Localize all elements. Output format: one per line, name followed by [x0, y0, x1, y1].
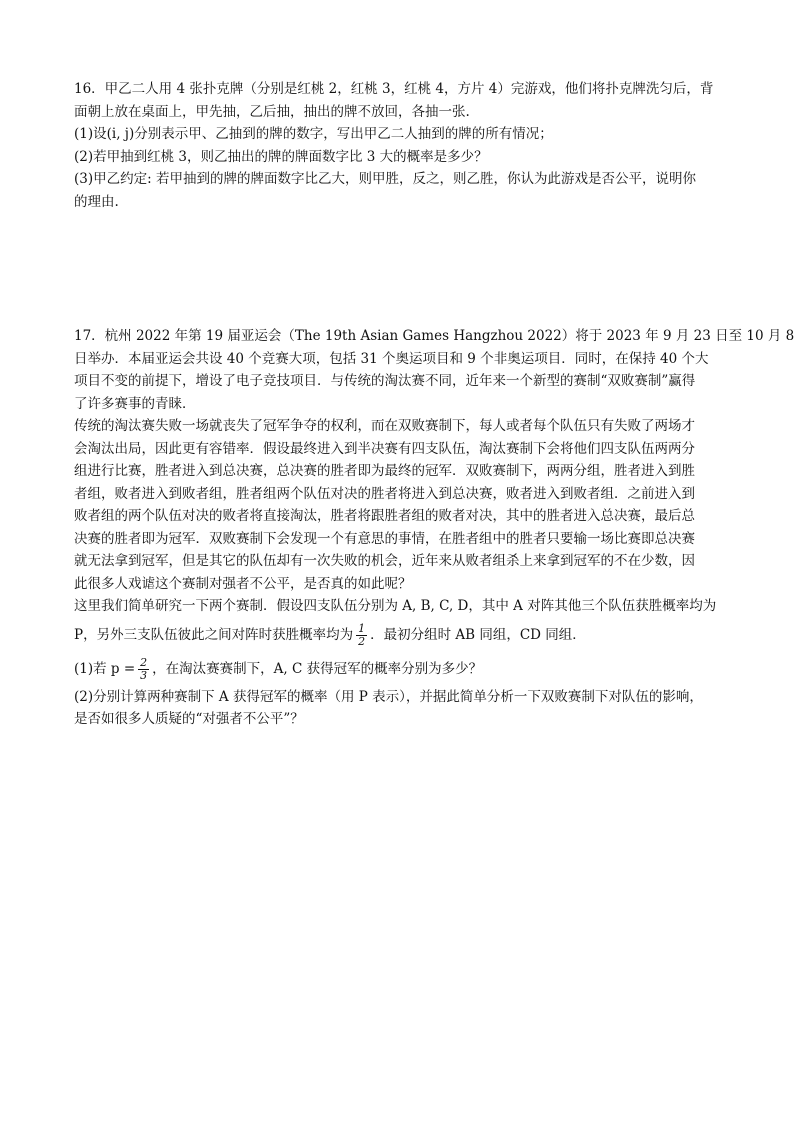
q16-line-1: 16．甲乙二人用 4 张扑克牌（分别是红桃 2，红桃 3，红桃 4，方片 4）完游戏，他们将扑克牌洗匀后，背: [74, 81, 714, 97]
q17-line-1: 17．杭州 2022 年第 19 届亚运会（The 19th Asian Games Hangzhou 2022）将于 2023 年 9 月 23 日至 10 月 8: [74, 328, 794, 344]
fraction-numerator: 2: [140, 655, 148, 669]
q17-setup-line-1: 这里我们简单研究一下两个赛制．假设四支队伍分别为 A, B, C, D，其中 A 对阵其他三个队伍获胜概率均为: [74, 598, 717, 614]
q16-sub-3: (3)甲乙约定: 若甲抽到的牌的牌面数字比乙大，则甲胜，反之，则乙胜，你认为此游戏是否公平，说明你: [74, 171, 696, 187]
q17-setup-text-b: ．最初分组时 AB 同组，CD 同组．: [370, 626, 586, 643]
q17-line-3: 项目不变的前提下，增设了电子竞技项目．与传统的淘汰赛不同，近年来一个新型的赛制“双败赛制”赢得: [74, 373, 696, 389]
q16-sub-3-cont: 的理由.: [74, 193, 119, 210]
q16-sub-2: (2)若甲抽到红桃 3，则乙抽出的牌的牌面数字比 3 大的概率是多少？: [74, 148, 488, 165]
q17-setup-text-a: P，另外三支队伍彼此之间对阵时获胜概率均为: [74, 626, 354, 643]
q17-line-7: 组进行比赛，胜者进入到总决赛，总决赛的胜者即为最终的冠军．双败赛制下，两两分组，胜者进入到胜: [74, 463, 695, 479]
q17-sub-1-pre: (1)若 p =: [74, 660, 136, 677]
q17-line-2: 日举办．本届亚运会共设 40 个竞赛大项，包括 31 个奥运项目和 9 个非奥运项目．同时，在保持 40 个大: [74, 350, 709, 367]
q17-line-6: 会淘汰出局，因此更有容错率．假设最终进入到半决赛有四支队伍，淘汰赛制下会将他们四支队伍两两分: [74, 440, 695, 457]
fraction-denominator: 3: [140, 668, 148, 682]
question-16: [74, 78, 724, 213]
fraction-one-half: [356, 623, 367, 648]
q16-sub-1: (1)设(i, j)分别表示甲、乙抽到的牌的数字，写出甲乙二人抽到的牌的所有情况；: [74, 126, 553, 142]
q17-line-5: 传统的淘汰赛失败一场就丧失了冠军争夺的权利，而在双败赛制下，每人或者每个队伍只有失败了两场才: [74, 418, 695, 434]
q17-setup-line-2: [74, 618, 724, 652]
question-17: [74, 325, 794, 731]
fraction-denominator: 2: [358, 634, 366, 648]
q17-sub-1: [74, 652, 724, 686]
q17-line-12: 此很多人戏谑这个赛制对强者不公平，是否真的如此呢？: [74, 575, 412, 592]
q17-line-4: 了许多赛事的青睐．: [74, 395, 196, 412]
q17-line-8: 者组，败者进入到败者组，胜者组两个队伍对决的胜者将进入到总决赛，败者进入到败者组．之前进入到: [74, 485, 695, 502]
fraction-two-thirds: [138, 657, 149, 682]
q17-line-10: 决赛的胜者即为冠军．双败赛制下会发现一个有意思的事情，在胜者组中的胜者只要输一场比赛即总决赛: [74, 530, 695, 547]
fraction-numerator: 1: [358, 621, 366, 635]
q16-line-2: 面朝上放在桌面上，甲先抽，乙后抽，抽出的牌不放回，各抽一张.: [74, 103, 470, 120]
q17-sub-2-cont: 是否如很多人质疑的“对强者不公平”？: [74, 711, 304, 727]
q17-sub-2: (2)分别计算两种赛制下 A 获得冠军的概率（用 P 表示），并据此简单分析一下双败赛制下对队伍的影响，: [74, 688, 703, 705]
q17-line-11: 就无法拿到冠军，但是其它的队伍却有一次失败的机会，近年来从败者组杀上来拿到冠军的不在少数，因: [74, 553, 695, 569]
q17-line-9: 败者组的两个队伍对决的败者将直接淘汰，胜者将跟胜者组的败者对决，其中的胜者进入总决赛，最后总: [74, 508, 695, 524]
q17-sub-1-post: ，在淘汰赛赛制下，A, C 获得冠军的概率分别为多少？: [152, 660, 483, 677]
